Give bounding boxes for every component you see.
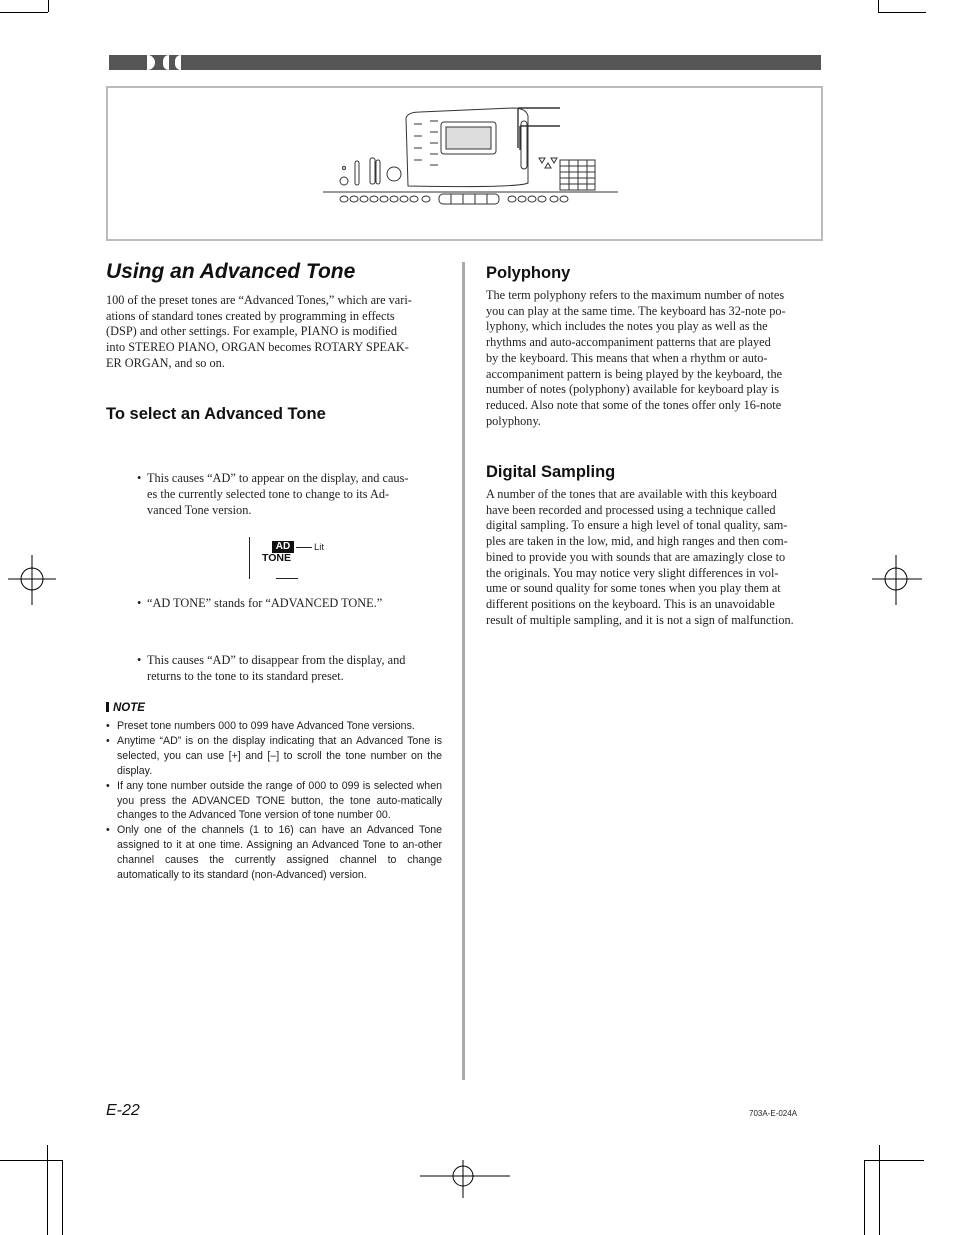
text-line: (DSP) and other settings. For example, PIANO is modified [106, 324, 397, 339]
callout-line [296, 547, 312, 548]
text-line: polyphony. [486, 413, 541, 428]
text-line: by the keyboard. This means that when a rhythm or auto- [486, 350, 768, 365]
text-line: vanced Tone version. [147, 502, 252, 517]
crop-mark [48, 0, 49, 12]
text-line: number of notes (polyphony) available for keyboard play is [486, 382, 779, 397]
text-line: This causes “AD” to appear on the display, and caus- [147, 471, 409, 485]
polyphony-heading: Polyphony [486, 264, 571, 282]
text-line: reduced. Also note that some of the tones offer only 16-note [486, 397, 782, 412]
note-item: • Preset tone numbers 000 to 099 have Advanced Tone versions. [106, 719, 442, 734]
text-line: 100 of the preset tones are “Advanced Tones,” which are vari- [106, 293, 412, 307]
note-heading: NOTE [106, 702, 145, 714]
text-line: into STEREO PIANO, ORGAN becomes ROTARY SPEAK- [106, 340, 409, 355]
bullet-ad-tone-meaning: • “AD TONE” stands for “ADVANCED TONE.” [147, 596, 442, 612]
text-line: different positions on the keyboard. This is an unavoidable [486, 596, 775, 611]
note-item: • If any tone number outside the range of 000 to 099 is selected when you press the ADVANCED TONE button, the tone auto-matically changes to the Advanced Tone version of tone number 00. [106, 779, 442, 824]
digital-sampling-heading: Digital Sampling [486, 463, 616, 481]
bullet-ad-appears: • This causes “AD” to appear on the display, and caus- es the currently selected tone to change to its Ad- vanced Tone version. [147, 471, 442, 518]
text-line: ations of standard tones created by programming in effects [106, 308, 395, 323]
digital-sampling-paragraph [486, 487, 822, 628]
text-line: you can play at the same time. The keyboard has 32-note po- [486, 303, 786, 318]
note-item: • Anytime “AD” is on the display indicating that an Advanced Tone is selected, you can use [+] and [–] to scroll the tone number on the display. [106, 734, 442, 779]
text-line: returns to the tone to its standard preset. [147, 668, 344, 683]
document-code: 703A-E-024A [749, 1109, 798, 1118]
text-line: A number of the tones that are available with this keyboard [486, 487, 777, 501]
text-line: lyphony, which includes the notes you play as well as the [486, 319, 768, 334]
text-line: es the currently selected tone to change to its Ad- [147, 486, 390, 501]
text-line: “AD TONE” stands for “ADVANCED TONE.” [147, 596, 383, 610]
text-line: The term polyphony refers to the maximum number of notes [486, 288, 785, 302]
select-heading: To select an Advanced Tone [106, 405, 326, 423]
crop-mark [47, 1145, 48, 1235]
crop-mark [878, 0, 879, 12]
registration-mark [8, 555, 56, 605]
text-line: the originals. You may notice very slight differences in vol- [486, 565, 779, 580]
display-underline [276, 578, 298, 579]
polyphony-paragraph [486, 288, 822, 429]
note-list [106, 719, 442, 883]
intro-paragraph [106, 293, 442, 372]
crop-mark [878, 12, 926, 13]
bullet-ad-disappears: • This causes “AD” to disappear from the display, and returns to the tone to its standard preset. [147, 653, 442, 685]
crop-mark [879, 1145, 880, 1235]
crop-mark [0, 12, 48, 13]
note-item: • Only one of the channels (1 to 16) can have an Advanced Tone assigned to it at one time. Assigning an Advanced Tone to an-other channel causes the currently assigned channel to change automatically to its standard (non-Advanced) version. [106, 823, 442, 883]
note-marker-icon [106, 702, 109, 712]
ad-indicator: AD [272, 541, 294, 553]
text-line: bined to provide you with sounds that are amazingly close to [486, 549, 786, 564]
crop-mark [864, 1160, 865, 1235]
crop-mark [62, 1160, 63, 1235]
registration-mark [420, 1160, 510, 1200]
text-line: result of multiple sampling, and it is not a sign of malfunction. [486, 612, 794, 627]
lit-callout: Lit [314, 542, 325, 553]
text-line: accompaniment pattern is being played by the keyboard, the [486, 366, 783, 381]
text-line: digital sampling. To ensure a high level of tonal quality, sam- [486, 518, 788, 533]
header-bar [103, 55, 821, 70]
text-line: ume or sound quality for some tones when you play them at [486, 581, 781, 596]
text-line: rhythms and auto-accompaniment patterns that are played [486, 335, 771, 350]
text-line: This causes “AD” to disappear from the display, and [147, 653, 406, 667]
keyboard-illustration-frame [106, 86, 823, 241]
page-number: E-22 [106, 1102, 140, 1119]
registration-mark [872, 555, 922, 605]
text-line: ER ORGAN, and so on. [106, 355, 225, 370]
text-line: ples are taken in the low, mid, and high ranges and then com- [486, 534, 788, 549]
tone-label: TONE [262, 552, 291, 564]
column-divider [462, 262, 465, 1080]
keyboard-panel-icon [108, 88, 821, 239]
section-title: Using an Advanced Tone [106, 260, 356, 283]
text-line: have been recorded and processed using a technique called [486, 502, 776, 517]
crop-mark [0, 1160, 62, 1161]
crop-mark [864, 1160, 924, 1161]
